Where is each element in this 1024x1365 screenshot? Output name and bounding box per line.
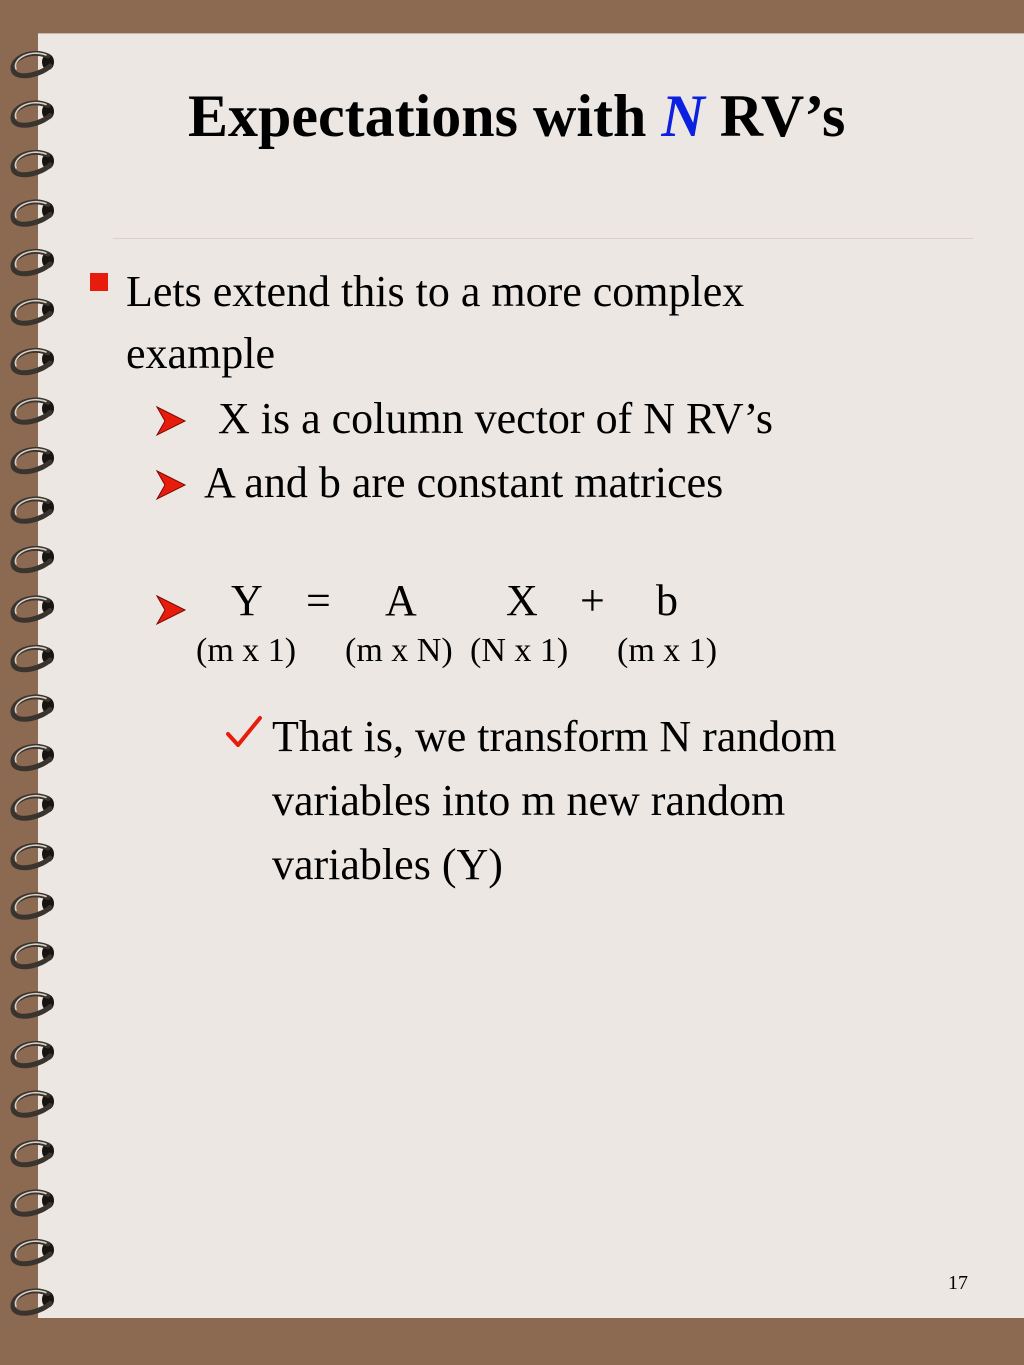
spiral-ring (13, 202, 54, 225)
spiral-ring (13, 845, 54, 868)
spiral-ring (13, 598, 54, 621)
spiral-ring (13, 746, 54, 769)
spiral-ring (13, 251, 54, 274)
spiral-binding (0, 30, 70, 1330)
slide-page (38, 33, 1024, 1318)
checkmark-icon (224, 712, 264, 752)
spiral-ring (13, 944, 54, 967)
dimension-y: (m x 1) (196, 632, 297, 669)
spiral-ring (13, 994, 54, 1017)
title-prefix: Expectations with (188, 83, 647, 149)
page-title (188, 82, 845, 151)
equation-equals: = (306, 576, 331, 625)
spiral-ring (13, 499, 54, 522)
sub-bullet-2-text: A and b are constant matrices (204, 458, 724, 507)
equation-plus: + (580, 576, 605, 625)
check-text-line-3: variables (Y) (272, 840, 503, 889)
bullet-text-line-2: example (126, 329, 276, 378)
square-bullet-icon (90, 273, 108, 291)
spiral-ring (13, 152, 54, 175)
equation-y: Y (231, 576, 263, 625)
spiral-ring (13, 53, 54, 76)
spiral-ring (13, 895, 54, 918)
bullet-text-line-1: Lets extend this to a more complex (126, 267, 745, 316)
page-edge (38, 33, 1024, 34)
arrow-bullet-icon (155, 469, 187, 501)
sub-bullet-1-text: X is a column vector of N RV’s (218, 394, 773, 443)
spiral-ring (13, 1043, 54, 1066)
spiral-ring (13, 647, 54, 670)
title-italic-n: N (661, 83, 705, 149)
spiral-ring (13, 301, 54, 324)
title-suffix: RV’s (719, 83, 846, 149)
spiral-ring (13, 400, 54, 423)
page-number: 17 (948, 1272, 968, 1294)
check-text-line-2: variables into m new random (272, 776, 786, 825)
spiral-ring (13, 1241, 54, 1264)
spiral-ring (13, 350, 54, 373)
spiral-ring (13, 449, 54, 472)
spiral-ring (13, 1291, 54, 1314)
arrow-bullet-icon (155, 594, 187, 626)
equation-x: X (506, 576, 538, 625)
spiral-ring (13, 1093, 54, 1116)
equation-a: A (385, 576, 417, 625)
dimension-a: (m x N) (345, 632, 453, 669)
spiral-ring (13, 1142, 54, 1165)
spiral-ring (13, 697, 54, 720)
spiral-ring (13, 796, 54, 819)
spiral-ring (13, 1192, 54, 1215)
spiral-ring (13, 548, 54, 571)
dimension-x: (N x 1) (470, 632, 569, 669)
equation-b: b (656, 576, 678, 625)
arrow-bullet-icon (155, 405, 187, 437)
check-text-line-1: That is, we transform N random (272, 712, 837, 761)
spiral-ring (13, 103, 54, 126)
title-divider (113, 238, 973, 239)
dimension-b: (m x 1) (617, 632, 718, 669)
